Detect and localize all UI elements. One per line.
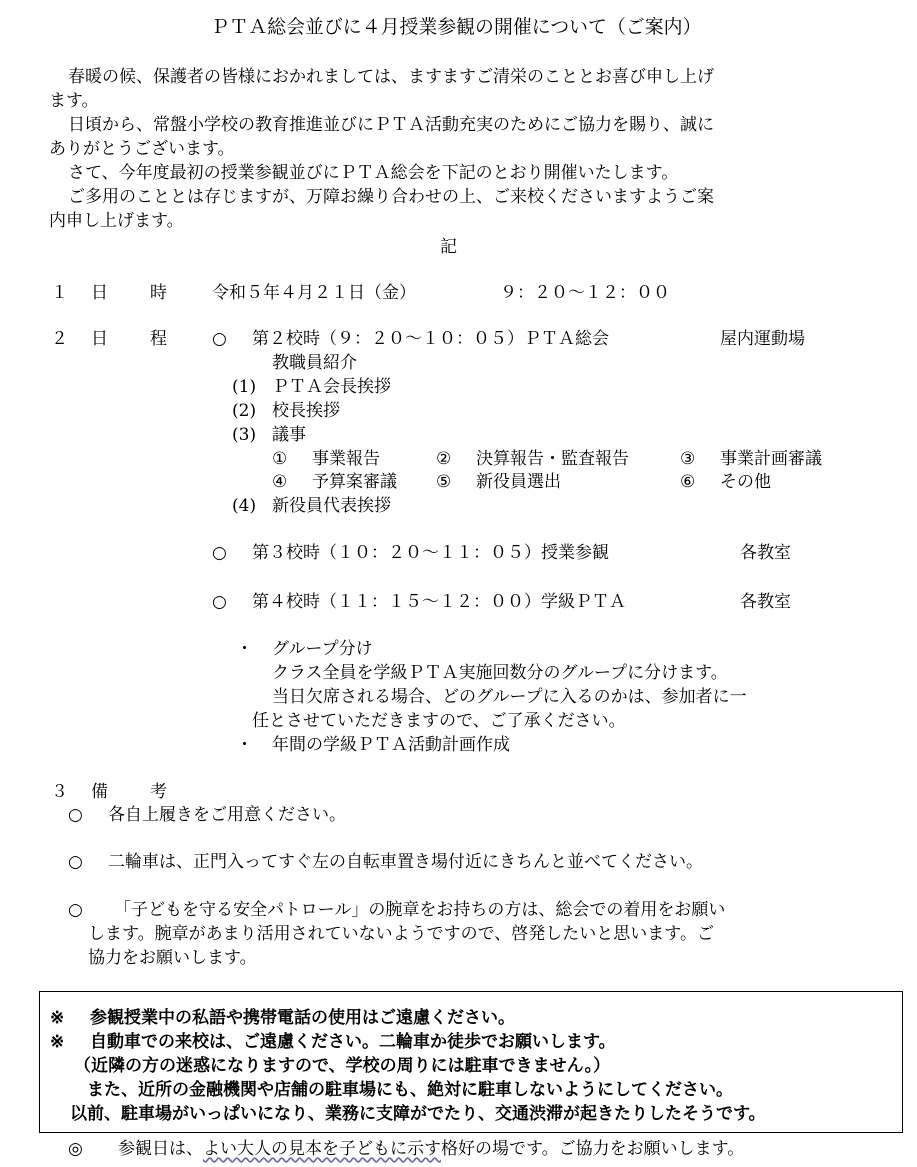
- session-1-place: 屋内運動場: [720, 329, 805, 349]
- item-2-label-b: 程: [150, 329, 167, 349]
- agenda-3-text: 事業計画審議: [720, 449, 822, 469]
- item-2-label-a: 日: [91, 329, 108, 349]
- intro-paragraph-1-line-1: 春暖の候、保護者の皆様におかれましては、ますますご清栄のこととお喜び申し上げ: [68, 67, 714, 87]
- item-3-number: ３: [51, 782, 68, 802]
- agenda-3-number: ③: [680, 449, 696, 469]
- program-1-number: (1): [232, 377, 257, 397]
- bullet-1-mark: ・: [236, 639, 253, 659]
- item-2-number: ２: [51, 329, 68, 349]
- item-3-label-a: 備: [91, 782, 108, 802]
- agenda-2-text: 決算報告・監査報告: [476, 449, 629, 469]
- agenda-2-number: ②: [436, 449, 452, 469]
- bullet-1-line-3: 任とさせていただきますので、ご了承ください。: [252, 711, 626, 731]
- notice-1-mark: ※: [50, 1008, 65, 1028]
- note-1-circle: ○: [68, 805, 83, 825]
- program-2-text: 校長挨拶: [272, 401, 340, 421]
- document-title: ＰＴＡ総会並びに４月授業参観の開催について（ご案内）: [210, 16, 702, 38]
- agenda-6-text: その他: [720, 472, 771, 492]
- footer-mark: ◎: [68, 1139, 83, 1159]
- notice-2-mark: ※: [50, 1032, 65, 1052]
- program-3-number: (3): [232, 425, 257, 445]
- agenda-1-number: ①: [272, 449, 288, 469]
- agenda-1-text: 事業報告: [312, 449, 380, 469]
- footer-emphasis: よい大人の見本を子どもに示す: [203, 1139, 441, 1159]
- program-2-number: (2): [232, 401, 257, 421]
- notice-line-5: 以前、駐車場がいっぱいになり、業務に支障がでたり、交通渋滞が起きたりしたそうです。: [70, 1104, 766, 1124]
- intro-paragraph-3: さて、今年度最初の授業参観並びにＰＴＡ総会を下記のとおり開催いたします。: [68, 163, 679, 183]
- notice-line-3: （近隣の方の迷惑になりますので、学校の周りには駐車できません。）: [74, 1056, 611, 1076]
- program-4-text: 新役員代表挨拶: [272, 496, 391, 516]
- bullet-1-line-2: 当日欠席される場合、どのグループに入るのかは、参加者に一: [272, 687, 747, 707]
- footer-text-post: 格好の場です。ご協力をお願いします。: [441, 1139, 745, 1159]
- footer-line: [118, 1138, 744, 1161]
- bullet-1-title: グループ分け: [272, 639, 373, 659]
- item-1-number: １: [51, 283, 68, 303]
- notice-line-1: 参観授業中の私語や携帯電話の使用はご遠慮ください。: [90, 1008, 515, 1028]
- note-3-circle: ○: [68, 900, 83, 920]
- session-3-title: 第４校時（１１：１５〜１２：００）学級ＰＴＡ: [252, 592, 626, 612]
- agenda-4-number: ④: [272, 472, 288, 492]
- bullet-2-text: 年間の学級ＰＴＡ活動計画作成: [272, 735, 510, 755]
- item-1-time: ９：２０〜１２：００: [500, 283, 670, 303]
- item-1-label-a: 日: [91, 283, 108, 303]
- note-1-text: 各自上履きをご用意ください。: [108, 805, 346, 825]
- intro-paragraph-2-line-1: 日頃から、常盤小学校の教育推進並びにＰＴＡ活動充実のためにご協力を賜り、誠に: [68, 115, 714, 135]
- ki-heading: 記: [440, 237, 457, 257]
- intro-paragraph-2-line-2: ありがとうございます。: [49, 139, 235, 159]
- intro-paragraph-4-line-2: 内申し上げます。: [49, 211, 184, 231]
- session-3-circle: ○: [212, 592, 227, 612]
- intro-paragraph-4-line-1: ご多用のこととは存じますが、万障お繰り合わせの上、ご来校くださいますようご案: [68, 187, 714, 207]
- session-2-place: 各教室: [740, 543, 791, 563]
- session-1-circle: ○: [212, 329, 227, 349]
- intro-paragraph-1-line-2: ます。: [49, 91, 99, 111]
- note-3-line-2: します。腕章があまり活用されていないようですので、啓発したいと思います。ご: [88, 924, 714, 944]
- bullet-2-mark: ・: [236, 735, 253, 755]
- agenda-6-number: ⑥: [680, 472, 696, 492]
- item-1-label-b: 時: [150, 283, 167, 303]
- program-1-text: ＰＴＡ会長挨拶: [272, 377, 391, 397]
- item-3-label-b: 考: [150, 782, 167, 802]
- session-2-title: 第３校時（１０：２０〜１１：０５）授業参観: [252, 543, 609, 563]
- session-1-subtitle: 教職員紹介: [272, 353, 357, 373]
- footer-text-pre: 参観日は、: [118, 1139, 203, 1159]
- note-2-circle: ○: [68, 852, 83, 872]
- note-3-line-3: 協力をお願いします。: [88, 948, 257, 968]
- notice-line-2: 自動車での来校は、ご遠慮ください。二輪車か徒歩でお願いします。: [90, 1032, 616, 1052]
- notice-line-4: また、近所の金融機関や店舗の駐車場にも、絶対に駐車しないようにしてください。: [87, 1080, 733, 1100]
- program-3-text: 議事: [272, 425, 306, 445]
- program-4-number: (4): [232, 496, 257, 516]
- session-3-place: 各教室: [740, 592, 791, 612]
- agenda-5-number: ⑤: [436, 472, 452, 492]
- note-3-line-1: 「子どもを守る安全パトロール」の腕章をお持ちの方は、総会での着用をお願い: [114, 900, 726, 920]
- session-2-circle: ○: [212, 543, 227, 563]
- bullet-1-line-1: クラス全員を学級ＰＴＡ実施回数分のグループに分けます。: [272, 663, 728, 683]
- session-1-title: 第２校時（９：２０〜１０：０５）ＰＴＡ総会: [252, 329, 609, 349]
- agenda-5-text: 新役員選出: [476, 472, 561, 492]
- agenda-4-text: 予算案審議: [312, 472, 397, 492]
- item-1-date: 令和５年４月２１日（金）: [212, 283, 416, 303]
- note-2-text: 二輪車は、正門入ってすぐ左の自転車置き場付近にきちんと並べてください。: [108, 852, 703, 872]
